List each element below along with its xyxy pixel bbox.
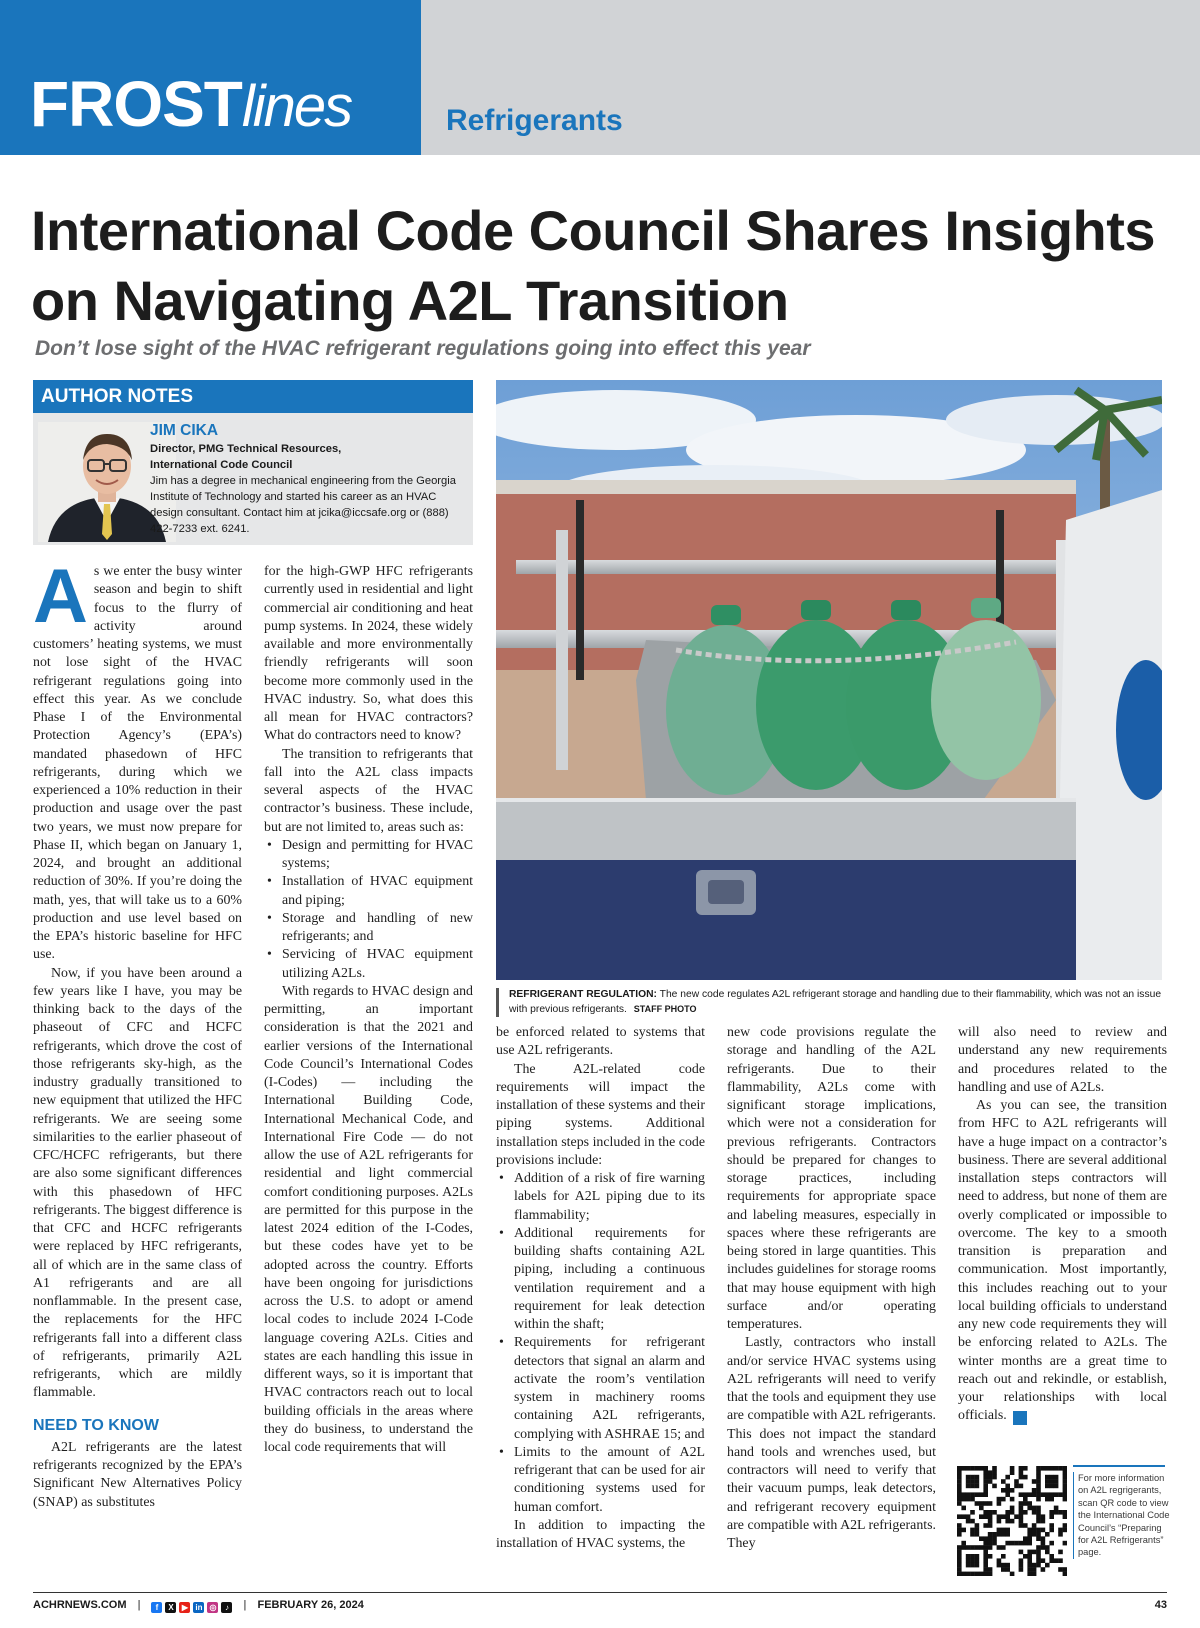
author-name: JIM CIKA — [150, 422, 219, 439]
end-mark-icon: N — [1013, 1411, 1027, 1425]
author-title-line1: Director, PMG Technical Resources, — [150, 443, 342, 455]
social-icons — [151, 1602, 232, 1613]
list-item: • Storage and handling of new refrigerants; and — [264, 910, 473, 947]
facebook-icon[interactable]: f — [151, 1602, 162, 1613]
youtube-icon[interactable]: ▶ — [179, 1602, 190, 1613]
author-notes-box — [33, 380, 473, 545]
body-paragraph: A2L refrigerants are the latest refrigerants recognized by the EPA’s Significant New Alternatives Policy (SNAP) as substitutes — [33, 1439, 242, 1510]
subhead-need-to-know: NEED TO KNOW — [33, 1416, 159, 1434]
article-photo — [496, 380, 1162, 980]
list-item: • Installation of HVAC equipment and piping; — [264, 873, 473, 910]
author-title-line2: International Code Council — [150, 459, 293, 471]
list-item: • Requirements for refrigerant detectors that signal an alarm and activate the room’s ventilation system in machinery rooms containing A2L refrigerants, complying with ASHRAE 15; and — [496, 1334, 705, 1444]
page-footer — [33, 1597, 1167, 1613]
page-number: 43 — [1154, 1599, 1167, 1611]
drop-cap: A — [33, 554, 88, 639]
list-item: • Design and permitting for HVAC systems; — [264, 837, 473, 874]
list-item: • Addition of a risk of fire warning labels for A2L piping due to its flammability; — [496, 1170, 705, 1225]
footer-date: FEBRUARY 26, 2024 — [257, 1599, 364, 1611]
footer-separator: | — [243, 1599, 247, 1611]
instagram-icon[interactable]: ◎ — [207, 1602, 218, 1613]
linkedin-icon[interactable]: in — [195, 1603, 203, 1612]
author-notes-header: AUTHOR NOTES — [33, 380, 473, 413]
body-paragraph: As you can see, the transition from HFC to A2L refrigerants will have a huge impact on a contractor’s business. There are several additional installation steps contractors will need to address, but none of them are overly complicated or impossible to overcome. The key to a smooth transition is preparation and communication. Most importantly, this includes reaching out to your local building officials to understand any new code requirements they will be enforcing related to A2Ls. The winter months are a great time to reach out and rekindle, or establish, your relationships with local officials. N — [958, 1098, 1167, 1424]
footer-rule — [33, 1592, 1167, 1593]
author-info — [150, 422, 468, 537]
article-headline: International Code Council Shares Insights on Navigating A2L Transition — [31, 199, 1156, 332]
body-paragraph: for the high-GWP HFC refrigerants currently used in residential and light commercial air conditioning and heat pump systems. In 2024, these widely available and more environmentally friendly refrigerants will soon become more commonly used in the HVAC industry. So, what does this all mean for HVAC contractors? What do contractors need to know? — [264, 564, 473, 744]
body-paragraph: new code provisions regulate the storage and handling of the A2L refrigerants. Due to their flammability, A2Ls come with significant storage implications, which were not a consideration for previous refrigerants. Contractors should be prepared for changes to storage practices, including requirements for appropriate space and labeling measures, especially in spaces where these refrigerants are being stored in large quantities. This includes guidelines for storage rooms that may house equipment with high surface and/or operating temperatures. — [727, 1025, 936, 1332]
bullet-list — [496, 1170, 705, 1517]
caption-label: REFRIGERANT REGULATION: — [509, 989, 657, 1000]
footer-site[interactable]: ACHRNEWS.COM — [33, 1599, 127, 1611]
tiktok-icon[interactable]: ♪ — [221, 1602, 232, 1613]
body-paragraph: will also need to review and understand any new requirements and procedures related to the handling and use of A2Ls. — [958, 1025, 1167, 1095]
photo-credit: STAFF PHOTO — [633, 1004, 697, 1014]
body-column-3 — [496, 1024, 705, 1553]
footer-separator: | — [137, 1599, 141, 1611]
list-item: • Servicing of HVAC equipment utilizing A2Ls. — [264, 946, 473, 983]
author-bio: Jim has a degree in mechanical engineering from the Georgia Institute of Technology and started his career as an HVAC design consultant. Contact him at jcika@iccsafe.org or (888) 422-7233 ext. 6241. — [150, 475, 456, 535]
body-paragraph: be enforced related to systems that use A2L refrigerants. — [496, 1025, 705, 1059]
body-paragraph: As we enter the busy winter season and begin to shift focus to the flurry of activity around customers’ heating systems, we must not lose sight of the HVAC refrigerant regulations going into effect this year. As we conclude Phase I of the Environmental Protection Agency’s (EPA’s) mandated phasedown of HFC refrigerants, during which we experienced a 10% reduction in their production and usage over the past two years, we must now prepare for Phase II, which began on January 1, 2024, and brought an additional reduction of 30%. If you’re doing the math, yes, that will take us to a 60% production and use level based on the EPA’s historic baseline for HFC use. — [33, 554, 242, 963]
body-column-1 — [33, 554, 242, 1512]
body-column-4 — [727, 1024, 936, 1553]
publication-logo: FROSTlines — [30, 68, 352, 140]
masthead-brand-bar — [0, 0, 421, 155]
bullet-list — [264, 837, 473, 983]
body-paragraph: In addition to impacting the installation of HVAC systems, the — [496, 1517, 705, 1551]
body-paragraph: The A2L-related code requirements will impact the installation of these systems and their piping systems. Additional installation steps included in the code provisions include: — [496, 1061, 705, 1168]
photo-caption — [496, 988, 1162, 1017]
section-label: Refrigerants — [446, 104, 623, 137]
body-paragraph: Lastly, contractors who install and/or service HVAC systems using A2L refrigerants will need to verify that the tools and equipment they use are compatible with A2L refrigerants. This does not impact the standard hand tools and wrenches used, but contractors will need to verify that their vacuum pumps, leak detectors, and refrigerant recovery equipment are compatible with A2L refrigerants. They — [727, 1335, 936, 1551]
body-paragraph: Now, if you have been around a few years like I have, you may be thinking back to the days of the phaseout of CFC and HCFC refrigerants, which drove the cost of those refrigerants sky-high, as the industry gradually transitioned to new equipment that utilized the HFC refrigerants. We are seeing some similarities to the earlier phaseout of CFC/HCFC refrigerants, but there are also some significant differences with this phasedown of HFC refrigerants. The biggest difference is that CFC and HCFC refrigerants were replaced by HFC refrigerants, all of which are in the same class of A1 refrigerants and are all nonflammable. In the present case, the replacements for the HFC refrigerants fall into a different class of refrigerants, primarily A2L refrigerants, which are mildly flammable. — [33, 965, 242, 1401]
x-icon[interactable]: X — [165, 1602, 176, 1613]
article-dek: Don’t lose sight of the HVAC refrigerant regulations going into effect this year — [35, 337, 811, 360]
qr-code[interactable] — [957, 1466, 1067, 1576]
body-column-2 — [264, 563, 473, 1457]
body-paragraph: With regards to HVAC design and permitting, an important consideration is that the 2021 and earlier versions of the International Code Council’s International Codes (I-Codes) — including the International Building Code, International Mechanical Code, and International Fire Code — do not allow the use of A2L refrigerants for residential and light commercial comfort conditioning purposes. A2Ls are permitted for this purpose in the latest 2024 edition of the I-Codes, but these codes have yet to be adopted across the country. Efforts have been ongoing for jurisdictions across the U.S. to adopt or amend local codes to include 2024 I-Code language covering A2Ls. Cities and states are each handling this issue in different ways, so it is important that HVAC contractors reach out to local building officials in the areas where they do business, to understand the local code requirements that will — [264, 983, 473, 1455]
list-item: • Limits to the amount of A2L refrigerant that can be used for air conditioning systems used for human comfort. — [496, 1444, 705, 1517]
body-column-5 — [958, 1024, 1167, 1426]
list-item: • Additional requirements for building shafts containing A2L piping, including a continuous ventilation requirement and a requirement for leak detection within the shaft; — [496, 1225, 705, 1335]
qr-note-rule — [1073, 1465, 1165, 1467]
body-paragraph: The transition to refrigerants that fall into the A2L class impacts several aspects of the HVAC contractor’s business. These include, but are not limited to, areas such as: — [264, 746, 473, 835]
caption-text: The new code regulates A2L refrigerant storage and handling due to their flammability, which was not an issue with previous refrigerants. — [509, 989, 1162, 1015]
qr-note: For more information on A2L regrigerants, scan QR code to view the International Code Council’s “Preparing for A2L Refrigerants” page. — [1073, 1472, 1173, 1559]
